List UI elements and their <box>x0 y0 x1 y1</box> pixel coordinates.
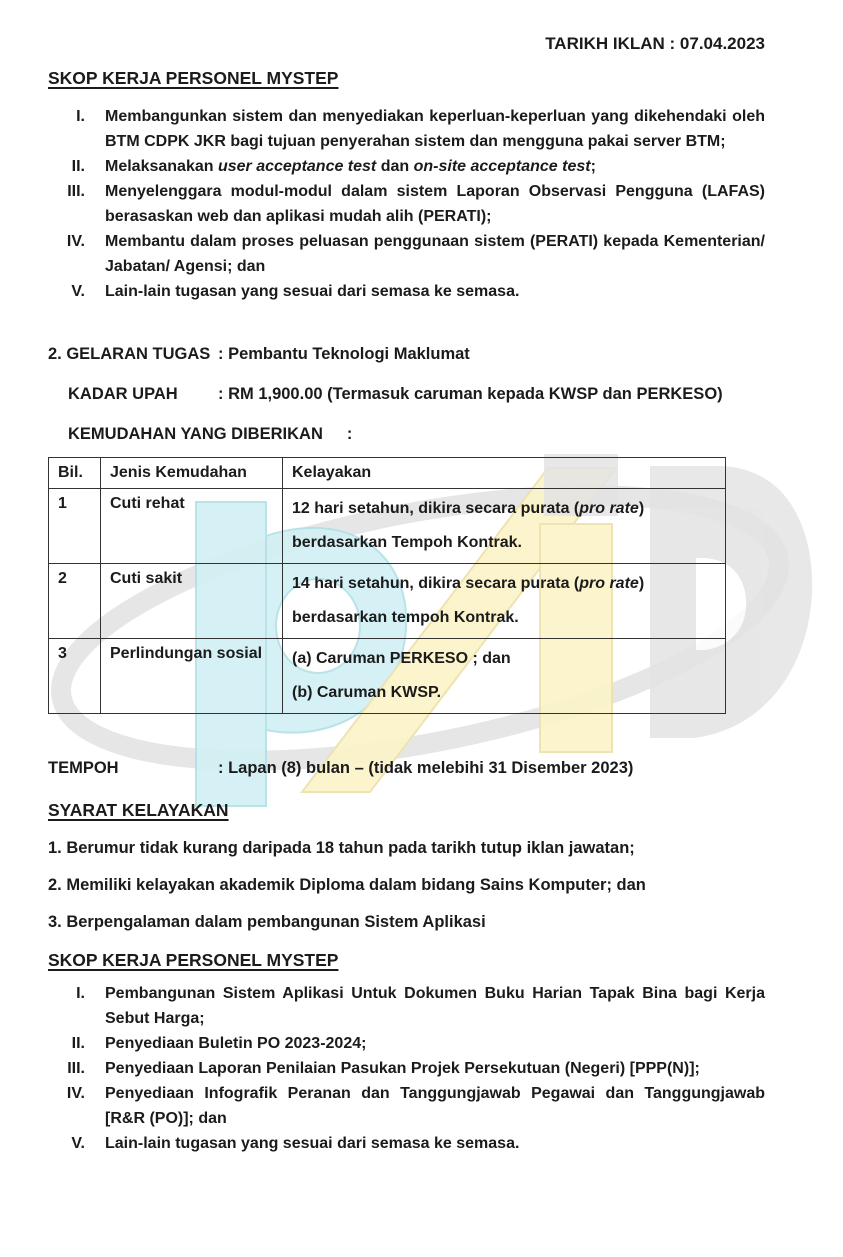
facilities-table <box>48 457 726 714</box>
gelaran-tugas-row <box>48 344 765 365</box>
tempoh-label: TEMPOH <box>48 759 119 777</box>
section1-roman-list <box>48 104 765 304</box>
cell-jenis: Cuti rehat <box>101 489 283 564</box>
item-text: Pembangunan Sistem Aplikasi Untuk Dokumen Buku Harian Tapak Bina bagi Kerja Sebut Harga; <box>105 985 765 1027</box>
gelaran-tugas-label: 2. GELARAN TUGAS <box>48 345 211 363</box>
table-row <box>49 639 726 714</box>
list-item <box>48 179 765 229</box>
section2-heading: SKOP KERJA PERSONEL MYSTEP <box>48 950 339 970</box>
kemudahan-colon: : <box>346 425 353 443</box>
list-item <box>48 279 765 304</box>
header-cell-bil: Bil. <box>49 458 101 489</box>
list-item <box>48 1081 765 1131</box>
item-numeral: III. <box>67 1060 85 1077</box>
kemudahan-row <box>68 424 765 445</box>
cell-kelayakan <box>283 564 726 639</box>
kelayakan-line-2: berdasarkan tempoh Kontrak. <box>292 609 519 626</box>
cell-bil: 3 <box>49 639 101 714</box>
table-header-row <box>49 458 726 489</box>
cell-bil: 2 <box>49 564 101 639</box>
tempoh-value: : Lapan (8) bulan – (tidak melebihi 31 Disember 2023) <box>218 759 634 777</box>
kadar-upah-label: KADAR UPAH <box>68 385 178 403</box>
item-numeral: III. <box>67 183 85 200</box>
list-item <box>48 229 765 279</box>
tempoh-row <box>48 758 765 779</box>
list-item <box>48 104 765 154</box>
kelayakan-line-1: (a) Caruman PERKESO ; dan <box>292 650 511 667</box>
gelaran-tugas-value: : Pembantu Teknologi Maklumat <box>218 345 470 363</box>
syarat-item: 2. Memiliki kelayakan akademik Diploma dalam bidang Sains Komputer; dan <box>48 876 646 894</box>
syarat-list <box>48 837 765 933</box>
list-item <box>48 1056 765 1081</box>
item-numeral: V. <box>71 1135 85 1152</box>
item-numeral: I. <box>76 985 85 1002</box>
kemudahan-label: KEMUDAHAN YANG DIBERIKAN <box>68 425 323 443</box>
list-item <box>48 154 765 179</box>
syarat-heading: SYARAT KELAYAKAN <box>48 800 229 820</box>
item-text: Penyediaan Infografik Peranan dan Tanggungjawab Pegawai dan Tanggungjawab [R&R (PO)]; dan <box>105 1085 765 1127</box>
item-numeral: IV. <box>66 1085 85 1102</box>
item-text: Membangunkan sistem dan menyediakan keperluan-keperluan yang dikehendaki oleh BTM CDPK JKR bagi tujuan penyerahan sistem dan mengguna pakai server BTM; <box>105 108 765 150</box>
item-text: Penyediaan Laporan Penilaian Pasukan Projek Persekutuan (Negeri) [PPP(N)]; <box>105 1060 700 1077</box>
item-text: Melaksanakan user acceptance test dan on-site acceptance test; <box>105 158 596 175</box>
kelayakan-line-2: berdasarkan Tempoh Kontrak. <box>292 534 522 551</box>
header-cell-kelayakan: Kelayakan <box>283 458 726 489</box>
item-text: Menyelenggara modul-modul dalam sistem Laporan Observasi Pengguna (LAFAS) berasaskan web dan aplikasi mudah alih (PERATI); <box>105 183 765 225</box>
kelayakan-line-1: 12 hari setahun, dikira secara purata (pro rate) <box>292 500 645 517</box>
cell-kelayakan <box>283 639 726 714</box>
item-text: Penyediaan Buletin PO 2023-2024; <box>105 1035 367 1052</box>
table-row <box>49 564 726 639</box>
item-numeral: II. <box>71 158 85 175</box>
item-numeral: II. <box>71 1035 85 1052</box>
header-cell-jenis: Jenis Kemudahan <box>101 458 283 489</box>
kelayakan-line-2: (b) Caruman KWSP. <box>292 684 442 701</box>
syarat-item: 1. Berumur tidak kurang daripada 18 tahun pada tarikh tutup iklan jawatan; <box>48 839 635 857</box>
table-row <box>49 489 726 564</box>
advert-date: TARIKH IKLAN : 07.04.2023 <box>545 34 765 53</box>
kadar-upah-row <box>68 384 765 405</box>
kelayakan-line-1: 14 hari setahun, dikira secara purata (pro rate) <box>292 575 645 592</box>
cell-bil: 1 <box>49 489 101 564</box>
section1-heading: SKOP KERJA PERSONEL MYSTEP <box>48 68 339 88</box>
cell-jenis: Perlindungan sosial <box>101 639 283 714</box>
item-text: Lain-lain tugasan yang sesuai dari semasa ke semasa. <box>105 283 520 300</box>
list-item <box>48 1031 765 1056</box>
item-numeral: IV. <box>66 233 85 250</box>
cell-jenis: Cuti sakit <box>101 564 283 639</box>
list-item <box>48 981 765 1031</box>
item-numeral: I. <box>76 108 85 125</box>
cell-kelayakan <box>283 489 726 564</box>
table-body <box>49 489 726 714</box>
syarat-item: 3. Berpengalaman dalam pembangunan Sistem Aplikasi <box>48 913 486 931</box>
list-item <box>48 1131 765 1156</box>
item-text: Lain-lain tugasan yang sesuai dari semasa ke semasa. <box>105 1135 520 1152</box>
item-text: Membantu dalam proses peluasan penggunaan sistem (PERATI) kepada Kementerian/ Jabatan/ Agensi; dan <box>105 233 765 275</box>
item-numeral: V. <box>71 283 85 300</box>
section2-roman-list <box>48 981 765 1156</box>
kadar-upah-value: : RM 1,900.00 (Termasuk caruman kepada KWSP dan PERKESO) <box>218 385 723 403</box>
